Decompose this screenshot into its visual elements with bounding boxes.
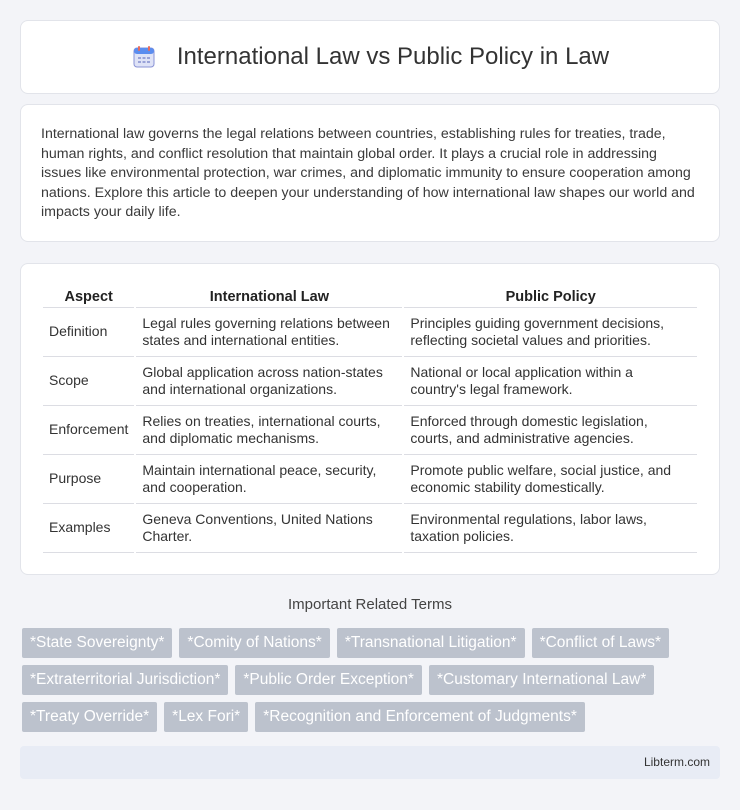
cell-public-policy: National or local application within a country's legal framework.	[404, 357, 697, 406]
cell-public-policy: Principles guiding government decisions, reflecting societal values and priorities.	[404, 308, 697, 357]
related-term-tag[interactable]: *Recognition and Enforcement of Judgments*	[255, 702, 585, 732]
table-header-row	[43, 284, 697, 308]
cell-public-policy: Environmental regulations, labor laws, taxation policies.	[404, 504, 697, 553]
row-aspect: Scope	[43, 357, 134, 406]
header-card	[20, 20, 720, 94]
cell-public-policy: Promote public welfare, social justice, and economic stability domestically.	[404, 455, 697, 504]
cell-international-law: Geneva Conventions, United Nations Charter.	[136, 504, 402, 553]
page-title: International Law vs Public Policy in Law	[176, 43, 610, 70]
related-term-tag[interactable]: *Extraterritorial Jurisdiction*	[22, 665, 228, 695]
row-aspect: Enforcement	[43, 406, 134, 455]
table-row	[43, 308, 697, 357]
related-term-tag[interactable]: *Conflict of Laws*	[532, 628, 669, 658]
comparison-table	[41, 284, 699, 553]
cell-international-law: Maintain international peace, security, and cooperation.	[136, 455, 402, 504]
intro-text: International law governs the legal relations between countries, establishing rules for treaties, trade, human rights, and conflict resolution that maintain global order. It plays a crucial role in addressing issues like environmental protection, war crimes, and diplomatic immunity to ensure cooperation among nations. Explore this article to deepen your understanding of how international law shapes our world and impacts your daily life.	[41, 126, 695, 220]
related-term-tag[interactable]: *Public Order Exception*	[235, 665, 422, 695]
related-term-tag[interactable]: *Comity of Nations*	[179, 628, 329, 658]
header-aspect: Aspect	[43, 284, 134, 308]
related-term-tag[interactable]: *Customary International Law*	[429, 665, 654, 695]
related-term-tag[interactable]: *Treaty Override*	[22, 702, 157, 732]
related-term-tag[interactable]: *Transnational Litigation*	[337, 628, 525, 658]
footer-brand[interactable]: Libterm.com	[643, 755, 710, 769]
calendar-icon	[131, 44, 157, 70]
cell-international-law: Legal rules governing relations between states and international entities.	[136, 308, 402, 357]
row-aspect: Definition	[43, 308, 134, 357]
table-row	[43, 406, 697, 455]
row-aspect: Purpose	[43, 455, 134, 504]
related-terms-title: Important Related Terms	[288, 596, 452, 613]
footer	[20, 746, 720, 779]
header-international-law: International Law	[136, 284, 402, 308]
table-row	[43, 504, 697, 553]
row-aspect: Examples	[43, 504, 134, 553]
comparison-table-card	[20, 263, 720, 575]
related-term-tag[interactable]: *State Sovereignty*	[22, 628, 172, 658]
cell-international-law: Global application across nation-states and international organizations.	[136, 357, 402, 406]
table-row	[43, 357, 697, 406]
intro-card	[20, 104, 720, 242]
header-public-policy: Public Policy	[404, 284, 697, 308]
cell-international-law: Relies on treaties, international courts, and diplomatic mechanisms.	[136, 406, 402, 455]
table-row	[43, 455, 697, 504]
related-term-tag[interactable]: *Lex Fori*	[164, 702, 248, 732]
cell-public-policy: Enforced through domestic legislation, courts, and administrative agencies.	[404, 406, 697, 455]
related-terms-list	[22, 628, 722, 732]
